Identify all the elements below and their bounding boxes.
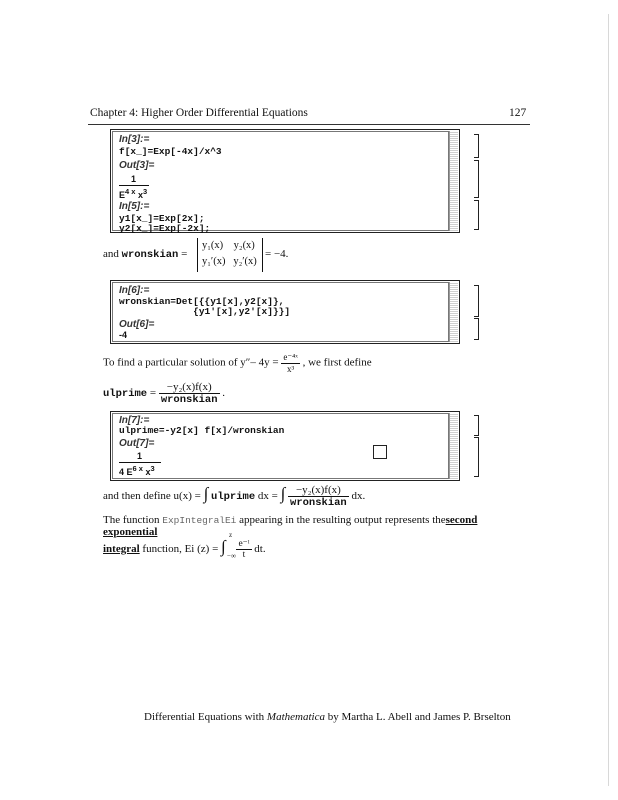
header-rule	[88, 124, 530, 125]
cell-bracket[interactable]	[474, 437, 479, 477]
cell-scroll-strip[interactable]	[449, 131, 458, 231]
ei-definition: integral function, Ei (z) = ∫ z −∞ $\frac{\text{e⁻ᵗ}}{t}$ dt.	[103, 531, 266, 561]
output-denominator: 4 $E^{6 x}$ $x^3$	[119, 464, 155, 477]
cell-scroll-strip[interactable]	[449, 282, 458, 342]
input-code-a[interactable]: wronskian=Det[{{y1[x],y2[x]},	[119, 296, 285, 307]
u-definition: and then define u(x) = ∫ ulprime dx = ∫ $\frac{\text{−y₂(x)f(x)}}{\text{wronskian}}$ dx.	[103, 484, 366, 509]
page-edge	[608, 14, 609, 786]
integral-link[interactable]: integral	[103, 543, 140, 555]
output-numerator: 1	[137, 451, 143, 461]
output-label: Out[6]=	[119, 319, 155, 330]
input-code-2b[interactable]: y2[x_]=Exp[-2x];	[119, 223, 211, 234]
footer: Differential Equations with Mathematica by Martha L. Abell and James P. Brselton	[144, 711, 511, 723]
wronskian-determinant: y₁(x) y₂(x) y₁′(x) y₂′(x)	[197, 238, 263, 272]
wronskian-sentence: and wronskian =	[103, 248, 188, 261]
output-label: Out[3]=	[119, 160, 155, 171]
cell-bracket[interactable]	[474, 285, 479, 317]
cell-bracket[interactable]	[474, 415, 479, 436]
input-code[interactable]: ulprime=-y2[x] f[x]/wronskian	[119, 425, 285, 436]
wronskian-value: = −4.	[265, 248, 289, 260]
input-label-2: In[5]:=	[119, 201, 150, 212]
expint-sentence: The function ExpIntegralEi appearing in the resulting output represents thesecond exponential	[103, 514, 478, 538]
particular-sentence: To find a particular solution of y″– 4y = $\frac{\text{e⁻⁴ˣ}}{\text{x³}}$ , we first define	[103, 352, 372, 374]
cell-bracket[interactable]	[474, 318, 479, 340]
chapter-title: Chapter 4: Higher Order Differential Equations	[90, 107, 308, 119]
input-label: In[3]:=	[119, 134, 150, 145]
input-code[interactable]: f[x_]=Exp[-4x]/x^3	[119, 146, 222, 157]
notebook-cell-3[interactable]	[110, 411, 460, 481]
cell-bracket[interactable]	[474, 200, 479, 230]
cell-scroll-strip[interactable]	[449, 413, 458, 479]
output-numerator: 1	[131, 174, 137, 184]
input-code-2a[interactable]: y1[x_]=Exp[2x];	[119, 213, 205, 224]
notebook-cell-2[interactable]	[110, 280, 460, 344]
page-number: 127	[509, 107, 527, 119]
output-label: Out[7]=	[119, 438, 155, 449]
notebook-cell-1[interactable]	[110, 129, 460, 233]
ulprime-definition: ulprime = $\frac{\text{−y₂(x)f(x)}}{\text{wronskian}}$ .	[103, 381, 226, 406]
input-code-b[interactable]: {y1'[x],y2'[x]}}]	[119, 306, 291, 317]
input-label: In[7]:=	[119, 415, 150, 426]
scroll-thumb[interactable]	[373, 445, 387, 459]
cell-bracket[interactable]	[474, 134, 479, 158]
output-denominator: $E^{4 x}$ $x^3$	[119, 187, 148, 200]
output-value: -4	[119, 330, 128, 340]
second-exponential-link[interactable]: second exponential	[103, 514, 478, 538]
cell-bracket[interactable]	[474, 160, 479, 198]
input-label: In[6]:=	[119, 285, 150, 296]
